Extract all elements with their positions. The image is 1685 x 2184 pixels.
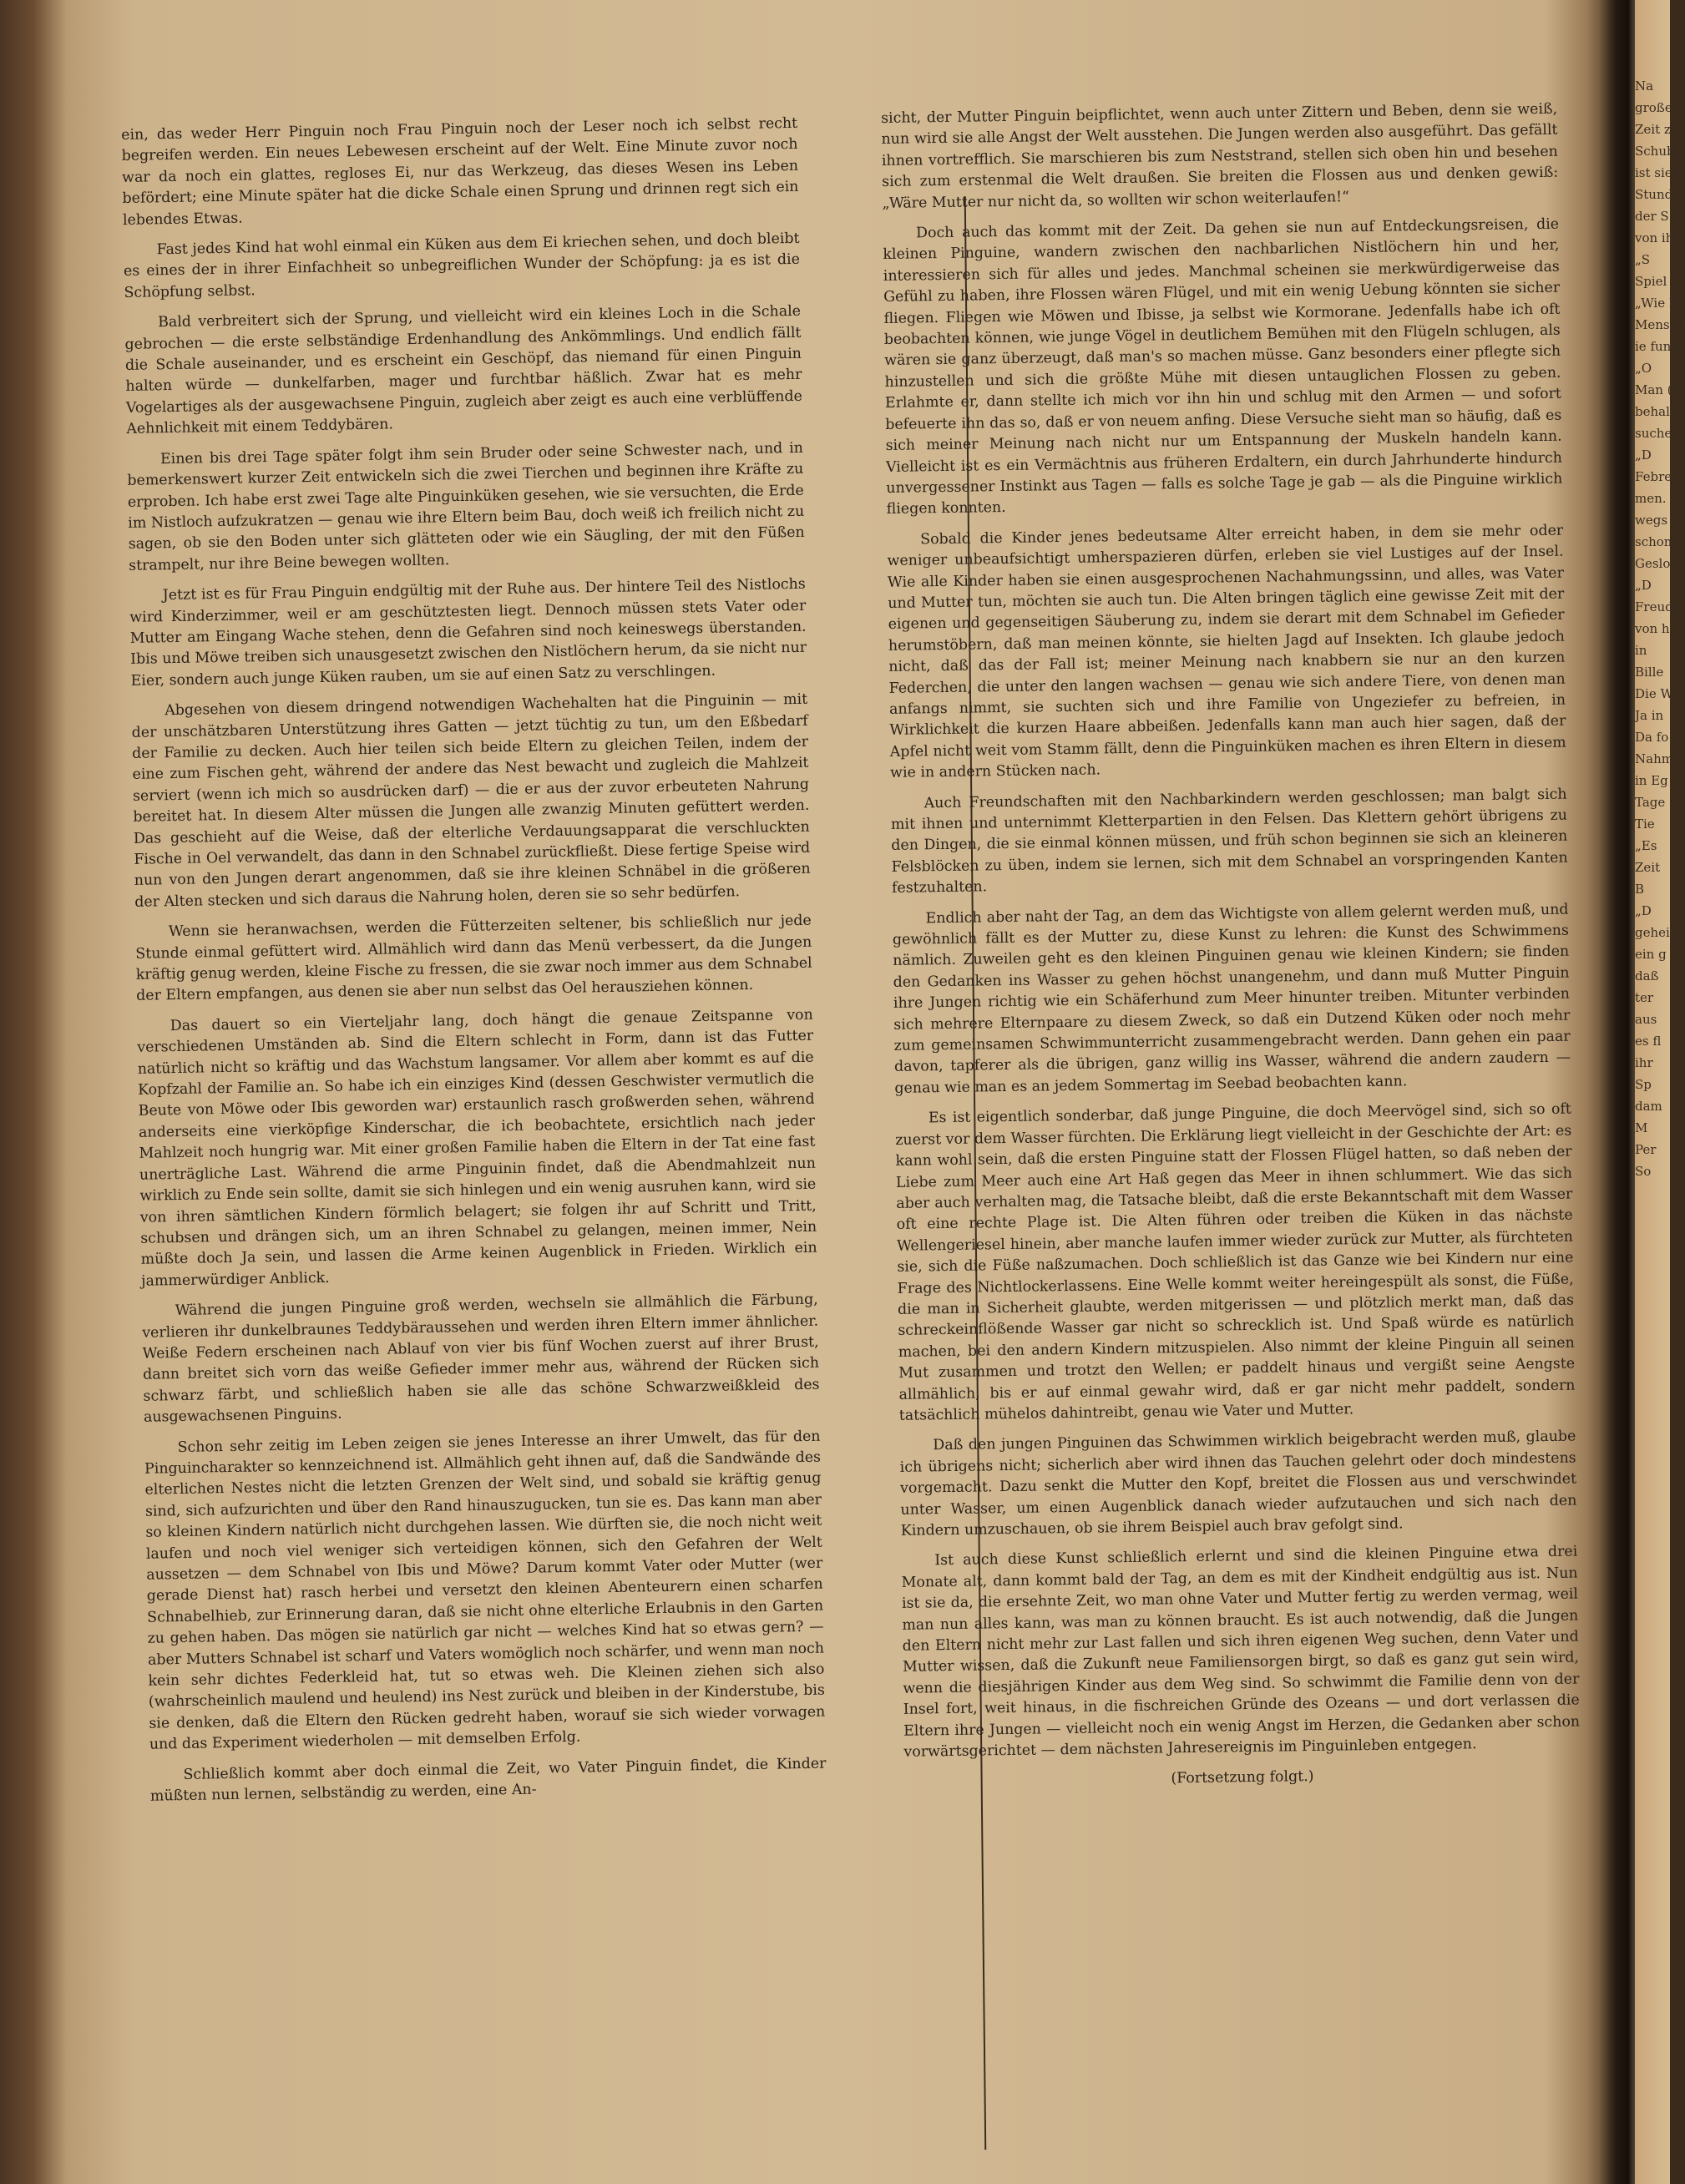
edge-fragment: „S [1635, 252, 1651, 267]
edge-fragment: schon [1635, 534, 1672, 549]
paragraph: Einen bis drei Tage später folgt ihm sein Bruder oder seine Schwester nach, und in bemerkenswert kurzer Zeit entwickeln sich die zwei Tierchen und beginnen ihre Kräfte zu erproben. Ich habe erst zwei Tage alte Pinguinküken gesehen, wie sie versuchten, die Erde im Nistloch aufzukratzen — genau wie ihre Eltern beim Bau, doch weiß ich freilich nicht zu sagen, ob sie den Boden unter sich glätteten oder wie ein Säugling, der mit den Füßen strampelt, nur ihre Beine bewegen wollten. [127, 439, 805, 574]
edge-fragment: Febre [1635, 469, 1672, 484]
edge-fragment: „D [1635, 903, 1652, 918]
edge-fragment: Stunde [1635, 187, 1681, 202]
edge-fragment: es fl [1635, 1034, 1662, 1049]
edge-fragment: Bille [1635, 665, 1664, 680]
edge-fragment: Geslo [1635, 556, 1671, 571]
paragraph: Ist auch diese Kunst schließlich erlernt und sind die kleinen Pinguine etwa drei Monate alt, dann kommt bald der Tag, an dem es mit der Kindheit endgültig aus ist. Nun ist sie da, die ersehnte Zeit, wo man ohne Vater und Mutter fertig zu werden vermag, weil man nun alles kann, was man zu können braucht. Es ist auch notwendig, daß die Jungen den Eltern nicht mehr zur Last fallen und sich ihren eigenen Weg suchen, denn Vater und Mutter wissen, daß die Zukunft neue Familiensorgen birgt, so daß es ganz gut sein wird, wenn die diesjährigen Kinder aus dem Weg sind. So schwimmt die Familie denn von der Insel fort, weit hinaus, in die fischreichen Gründe des Ozeans — und dort verlassen die Eltern ihre Jungen — vielleicht noch ein wenig Angst im Herzen, die Gedanken aber schon vorwärtsgerichtet — dem nächsten Jahresereignis im Pinguinleben entgegen. [901, 1543, 1581, 1761]
edge-fragment: men. [1635, 491, 1667, 506]
edge-fragment: Tie [1635, 816, 1655, 832]
paragraph: Daß den jungen Pinguinen das Schwimmen wirklich beigebracht werden muß, glaube ich übrigens nicht; sicherlich aber wird ihnen das Tauchen gelehrt oder doch mindestens vorgemacht. Dazu senkt die Mutter den Kopf, breitet die Flossen aus und verschwindet unter Wasser, um einen Augenblick danach wieder aufzutauchen und sich nach den Kindern umzuschauen, ob sie ihrem Beispiel auch brav gefolgt sind. [899, 1428, 1577, 1539]
edge-fragment: Na [1635, 78, 1654, 94]
edge-fragment: „Es [1635, 838, 1657, 853]
edge-fragment: geheim [1635, 925, 1682, 940]
edge-fragment: aus [1635, 1012, 1657, 1027]
edge-fragment: Zeit [1635, 860, 1661, 875]
edge-fragment: Da fo [1635, 730, 1669, 745]
adjacent-page-edge [1635, 75, 1685, 2079]
paragraph: Es ist eigentlich sonderbar, daß junge Pinguine, die doch Meervögel sind, sich so oft zuerst vor dem Wasser fürchten. Die Erklärung liegt vielleicht in der Geschichte der Art: es kann wohl sein, daß die ersten Pinguine statt der Flossen Flügel hatten, so daß neben der Liebe zum Meer auch eine Art Haß gegen das Meer in ihnen schlummert. Wie das sich aber auch verhalten mag, die Tatsache bleibt, daß die erste Bekanntschaft mit dem Wasser oft eine rechte Plage ist. Die Alten führen oder treiben die Küken in das nächste Wellengeriesel hinein, aber manche laufen immer wieder zurück zur Mutter, als fürchteten sie, sich die Füße naßzumachen. Doch schließlich ist das Ganze wie bei Kindern nur eine Frage des Nichtlockerlassens. Eine Welle kommt weiter hereingespült als sonst, die Füße, die man in Sicherheit glaubte, werden mitgerissen — und plötzlich merkt man, daß das schreckeinflößende Wasser gar nicht so schrecklich ist. Und Spaß würde es natürlich machen, bei den andern Kindern mitzuspielen. Also nimmt der kleine Pinguin all seinen Mut zusammen und trotzt den Wellen; er paddelt hinaus und vergißt seine Aengste allmählich, bis er auf einmal gewahr wird, daß er gar nicht mehr paddelt, sondern tatsächlich mühelos dahintreibt, genau wie Vater und Mutter. [895, 1100, 1576, 1424]
paragraph: Jetzt ist es für Frau Pinguin endgültig mit der Ruhe aus. Der hintere Teil des Nistlochs wird Kinderzimmer, weil er am geschütztesten liegt. Dennoch müssen stets Vater oder Mutter am Eingang Wache stehen, denn die Gefahren sind noch keineswegs überstanden. Ibis und Möwe treiben sich unausgesetzt zwischen den Nistlöchern herum, da sie nicht nur Eier, sondern auch junge Küken rauben, um sie auf einen Satz zu verschlingen. [129, 575, 807, 690]
newspaper-page [96, 92, 1599, 2154]
continuation-note: (Fortsetzung folgt.) [1171, 1768, 1314, 1787]
paragraph: Das dauert so ein Vierteljahr lang, doch hängt die genaue Zeitspanne von verschiedenen Umständen ab. Sind die Eltern schlecht in Form, dann ist das Futter natürlich nicht so kräftig und das Wachstum langsamer. Vor allem aber kommt es auf die Kopfzahl der Familie an. So habe ich ein einziges Kind (dessen Geschwister vermutlich die Beute von Möwe oder Ibis geworden war) erstaunlich rasch großwerden sehen, während anderseits eine vierköpfige Kinderschar, die ich beobachtete, ersichtlich nach jeder Mahlzeit noch hungrig war. Mit einer großen Familie haben die Eltern in der Tat eine fast unerträgliche Last. Während die arme Pinguinin findet, daß die Abendmahlzeit nun wirklich zu Ende sein sollte, damit sie sich hinlegen und ein wenig ausruhen kann, wird sie von ihren sämtlichen Kindern förmlich belagert; sie folgen ihr auf Schritt und Tritt, schubsen und drängen sich, um an ihren Schnabel zu gelangen, meinen immer, Nein müßte doch Ja sein, und lassen die Arme keinen Augenblick in Frieden. Wirklich ein jammerwürdiger Anblick. [137, 1006, 817, 1290]
edge-fragment: Man ( [1635, 382, 1672, 397]
edge-fragment: Die W [1635, 686, 1673, 701]
paragraph: Sobald die Kinder jenes bedeutsame Alter erreicht haben, in dem sie mehr oder weniger unbeaufsichtigt umherspazieren dürfen, erleben sie viel Lustiges auf der Insel. Wie alle Kinder haben sie einen ausgesprochenen Nachahmungssinn, und alles, was Vater und Mutter tun, möchten sie auch tun. Die Alten bringen täglich eine gewisse Zeit mit der eigenen und gegenseitigen Säuberung zu, indem sie derart mit dem Schnabel im Gefieder herumstöbern, daß man meinen könnte, sie hielten Jagd auf Insekten. Ich glaube jedoch nicht, daß das der Fall ist; meiner Meinung nach knabbern sie nur an den kurzen Federchen, die unter den langen wachsen — genau wie sich andere Tiere, von denen man anfangs nimmt, sie suchten sich und ihre Familie von Ungeziefer zu befreien, in Wirklichkeit die kurzen Haare abbeißen. Jedenfalls kann man auch hier sagen, daß der Apfel nicht weit vom Stamm fällt, denn die Pinguinküken machen es ihren Eltern in diesem wie in andern Stücken nach. [887, 522, 1566, 782]
edge-fragment: in [1635, 643, 1647, 658]
edge-fragment: in Eg [1635, 773, 1668, 788]
edge-fragment: „D [1635, 447, 1652, 463]
edge-fragment: daß [1635, 968, 1659, 983]
edge-fragment: von h [1635, 621, 1670, 636]
edge-fragment: So [1635, 1164, 1652, 1179]
paragraph: Schon sehr zeitig im Leben zeigen sie jenes Interesse an ihrer Umwelt, das für den Pinguincharakter so kennzeichnend ist. Allmählich geht ihnen auf, daß die Sandwände des elterlichen Nestes nicht die letzten Grenzen der Welt sind, und sobald sie kräftig genug sind, sich aufzurichten und über den Rand hinauszugucken, tun sie es. Das kann man aber so kleinen Kindern natürlich nicht durchgehen lassen. Wie dürften sie, die noch nicht weit laufen und noch viel weniger sich verteidigen können, sich den Gefahren der Welt aussetzen — dem Schnabel von Ibis und Möwe? Darum kommt Vater oder Mutter (wer gerade Dienst hat) rasch herbei und versetzt den kleinen Abenteurern einen scharfen Schnabelhieb, zur Erinnerung daran, daß sie nicht ohne elterliche Erlaubnis in den Garten zu gehen haben. Das mögen sie natürlich gar nicht — welches Kind hat so etwas gern? — aber Mutters Schnabel ist scharf und Vaters womöglich noch schärfer, und wenn man noch kein sehr dichtes Federkleid hat, tut so etwas weh. Die Kleinen ziehen sich also (wahrscheinlich maulend und heulend) ins Nest zurück und bleiben in der Kinderstube, bis sie denken, daß die Eltern den Rücken gedreht haben, worauf sie sich wieder vorwagen und das Experiment wiederholen — mit demselben Erfolg. [144, 1428, 826, 1753]
paragraph: Abgesehen von diesem dringend notwendigen Wachehalten hat die Pinguinin — mit der unschätzbaren Unterstützung ihres Gatten — jetzt tüchtig zu tun, um den Eßbedarf der Familie zu decken. Auch hier teilen sich beide Eltern zu gleichen Teilen, indem der eine zum Fischen geht, während der andere das Nest bewacht und zugleich die Mahlzeit serviert (wenn ich mich so ausdrücken darf) — die er aus der zuvor erbeuteten Nahrung bereitet hat. In diesem Alter müssen die Jungen alle zwanzig Minuten gefüttert werden. Das geschieht auf die Weise, daß der elterliche Verdauungsapparat die verschluckten Fische in Oel verwandelt, das dann in den Schnabel zurückfließt. Diese fertige Speise wird nun von den Jungen derart angenommen, daß sie ihre kleinen Schnäbel in die größeren der Alten stecken und sich daraus die Nahrung holen, deren sie so sehr bedürfen. [131, 690, 811, 911]
edge-fragment: behalt [1635, 404, 1675, 419]
edge-fragment: B [1635, 882, 1645, 897]
paragraph: Doch auch das kommt mit der Zeit. Da gehen sie nun auf Entdeckungsreisen, die kleinen Pinguine, wandern zwischen den nachbarlichen Nistlöchern hin und her, interessieren sich für alles und jedes. Manchmal scheinen sie merkwürdigerweise das Gefühl zu haben, ihre Flossen wären Flügel, und mit ein wenig Uebung könnten sie sicher fliegen. Fliegen wie Möwen und Ibisse, ja selbst wie Kormorane. Jedenfalls habe ich oft beobachten können, wie junge Vögel in deutlichem Bemühen mit den Flügeln schlugen, als wären sie ganz überzeugt, daß man's so machen müsse. Ganz besonders einer pflegte sich hinzustellen und sich die größte Mühe mit diesen untauglichen Flossen zu geben. Erlahmte er, dann stellte ich mich vor ihn hin und schlug mit den Armen — und sofort befeuerte ihn das so, daß er von neuem anfing. Diese Versuche sieht man so häufig, daß es sich meiner Meinung nach nicht nur um Entspannung der Muskeln handeln kann. Vielleicht ist es ein Vermächtnis aus früheren Erdaltern, ein durch Jahrhunderte hindurch unvergessener Instinkt aus Tagen — falls es solche Tage je gab — als die Pinguine wirklich fliegen konnten. [883, 215, 1563, 518]
edge-fragment: M [1635, 1120, 1648, 1135]
edge-fragment: Ja in [1635, 708, 1664, 723]
paragraph: Wenn sie heranwachsen, werden die Fütterzeiten seltener, bis schließlich nur jede Stunde einmal gefüttert wird. Allmählich wird dann das Menü verbessert, da die Jungen kräftig genug werden, kleine Fische zu fressen, die sie zwar noch immer aus dem Schnabel der Eltern empfangen, aus denen sie aber nun selbst das Oel herausziehen können. [135, 912, 812, 1005]
edge-fragment: Spiel [1635, 274, 1667, 289]
edge-fragment: „D [1635, 578, 1652, 593]
edge-fragment: Mensch [1635, 317, 1685, 332]
paragraph: Fast jedes Kind hat wohl einmal ein Küken aus dem Ei kriechen sehen, und doch bleibt es eines der in ihrer Einfachheit so unbegreiflichen Wunder der Schöpfung: ja es ist die Schöpfung selbst. [123, 230, 801, 301]
paragraph: sicht, der Mutter Pinguin beipflichtet, wenn auch unter Zittern und Beben, denn sie weiß, nun wird sie alle Angst der Welt ausstehen. Die Jungen werden also ausgeführt. Das gefällt ihnen vortrefflich. Sie marschieren bis zum Neststrand, stellen sich oben hin und besehen sich zum erstenmal die Welt draußen. Sie breiten die Flossen aus und denken gewiß: „Wäre Mutter nur nicht da, so wollten wir schon weiterlaufen!“ [881, 100, 1559, 212]
edge-fragment: von ih [1635, 230, 1674, 245]
edge-fragment: Zeit zu [1635, 122, 1679, 137]
edge-fragment: Per [1635, 1142, 1657, 1157]
left-text-column [121, 114, 827, 1817]
edge-fragment: sucher [1635, 426, 1678, 441]
right-paragraphs [881, 99, 1581, 1764]
edge-fragment: „Wie K [1635, 296, 1679, 311]
edge-fragment: ein g [1635, 947, 1667, 962]
edge-fragment: Sp [1635, 1077, 1652, 1092]
edge-fragment: ihr [1635, 1055, 1653, 1070]
edge-fragment: ist sie [1635, 165, 1672, 180]
edge-fragment: ie fun [1635, 339, 1672, 354]
paragraph: ein, das weder Herr Pinguin noch Frau Pinguin noch der Leser noch ich selbst recht begreifen werden. Ein neues Lebewesen erscheint auf der Welt. Eine Minute zuvor noch war da noch ein glattes, regloses Ei, nur das Werkzeug, das dieses Wesen ins Leben befördert; eine Minute später hat die dicke Schale einen Sprung und drinnen regt sich ein lebendes Etwas. [121, 114, 799, 229]
edge-fragment: der S [1635, 209, 1669, 224]
paragraph: Endlich aber naht der Tag, an dem das Wichtigste von allem gelernt werden muß, und gewöhnlich fällt es der Mutter zu, diese Kunst zu lehren: die Kunst des Schwimmens nämlich. Zuweilen geht es den kleinen Pinguinen genau wie kleinen Kindern; sie finden den Gedanken ins Wasser zu gehen höchst unangenehm, und dann muß Mutter Pinguin ihre Jungen richtig wie ein Schäferhund zum Meer hinunter treiben. Mitunter verbinden sich mehrere Elternpaare zu diesem Zweck, so daß ein Dutzend Küken oder noch mehr zum gemeinsamen Schwimmunterricht zusammengebracht werden. Dann gehen ein paar davon, tapferer als die übrigen, ganz willig ins Wasser, während die andern zaudern — genau wie man es an jedem Sommertag im Seebad beobachten kann. [892, 901, 1571, 1097]
edge-fragment: Freude [1635, 599, 1681, 614]
edge-fragment: „O [1635, 361, 1652, 376]
paragraph: Auch Freundschaften mit den Nachbarkindern werden geschlossen; man balgt sich mit ihnen und unternimmt Kletterpartien in den Felsen. Das Klettern gehört übrigens zu den Dingen, die sie einmal können müssen, und früh schon beginnen sie sich an kleineren Felsblöcken zu üben, indem sie lernen, sich mit dem Schnabel an vorspringenden Kanten festzuhalten. [890, 786, 1568, 897]
paragraph: Während die jungen Pinguine groß werden, wechseln sie allmählich die Färbung, verlieren ihr dunkelbraunes Teddybäraussehen und werden ihren Eltern immer ähnlicher. Weiße Federn erscheinen nach Ablauf von vier bis fünf Wochen zuerst auf ihrer Brust, dann breitet sich vorn das weiße Gefieder immer mehr aus, während der Rücken sich schwarz färbt, und schließlich haben sie alle das schöne Schwarzweißkleid des ausgewachsenen Pinguins. [142, 1291, 820, 1426]
edge-fragment: dam [1635, 1099, 1662, 1114]
edge-fragment: ter [1635, 990, 1654, 1005]
paragraph: Schließlich kommt aber doch einmal die Zeit, wo Vater Pinguin findet, die Kinder müßten nun lernen, selbständig zu werden, eine An- [149, 1755, 827, 1805]
edge-fragment: Tage [1635, 795, 1666, 810]
edge-fragment: Schube [1635, 144, 1682, 159]
edge-fragment: Nahm [1635, 751, 1673, 766]
right-text-column [881, 99, 1581, 1794]
edge-fragment: große [1635, 100, 1672, 115]
edge-fragment: wegs [1635, 513, 1668, 528]
paragraph: Bald verbreitert sich der Sprung, und vielleicht wird ein kleines Loch in die Schale gebrochen — die erste selbständige Erdenhandlung des Ankömmlings. Und endlich fällt die Schale auseinander, und es erscheint ein Geschöpf, das niemand für einen Pinguin halten würde — dunkelfarben, mager und furchtbar häßlich. Zwar hat es mehr Vogelartiges als der ausgewachsene Pinguin, zugleich aber zeigt es auch eine verblüffende Aehnlichkeit mit einem Teddybären. [124, 303, 802, 438]
